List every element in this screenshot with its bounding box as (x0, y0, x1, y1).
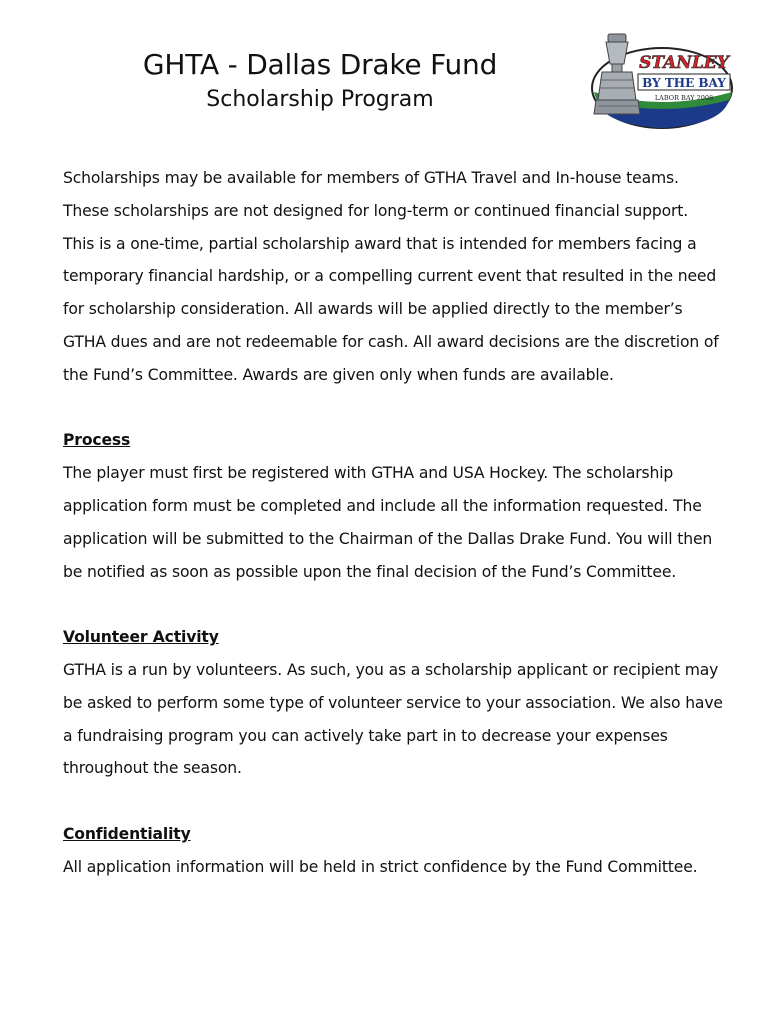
intro-paragraph: Scholarships may be available for members of GTHA Travel and In-house teams. These scholarships are not designed for long-term or continued financial support. This is a one-time, partial scholarship award that is intended for members facing a temporary financial hardship, or a compelling current event that resulted in the need for scholarship consideration. All awards will be applied directly to the member’s GTHA dues and are not redeemable for cash. All award decisions are the discretion of the Fund’s Committee. Awards are given only when funds are available. (63, 169, 719, 384)
spacer (63, 785, 723, 818)
document-header (0, 0, 770, 140)
volunteer-paragraph: GTHA is a run by volunteers. As such, you as a scholarship applicant or recipient may be asked to perform some type of volunteer service to your association. We also have a fundraising program you can actively take part in to decrease your expenses throughout the season. (63, 660, 723, 778)
confidentiality-paragraph: All application information will be held in strict confidence by the Fund Committee. (63, 857, 698, 876)
spacer (63, 588, 723, 621)
spacer (63, 392, 723, 425)
confidentiality-heading: Confidentiality (63, 824, 191, 843)
page-subtitle: Scholarship Program (206, 87, 434, 112)
page-title: GHTA - Dallas Drake Fund (142, 48, 498, 81)
volunteer-heading: Volunteer Activity (63, 628, 219, 647)
logo-word-date: LABOR BAY 2008 (654, 94, 714, 102)
logo-word-by-the-bay: BY THE BAY (642, 76, 726, 90)
stanley-by-the-bay-logo (586, 30, 736, 132)
document-body (63, 162, 723, 884)
process-heading: Process (63, 431, 131, 450)
process-paragraph: The player must first be registered with GTHA and USA Hockey. The scholarship application form must be completed and include all the information requested. The application will be submitted to the Chairman of the Dallas Drake Fund. You will then be notified as soon as possible upon the final decision of the Fund’s Committee. (63, 464, 713, 581)
logo-word-stanley: STANLEY (639, 53, 729, 73)
